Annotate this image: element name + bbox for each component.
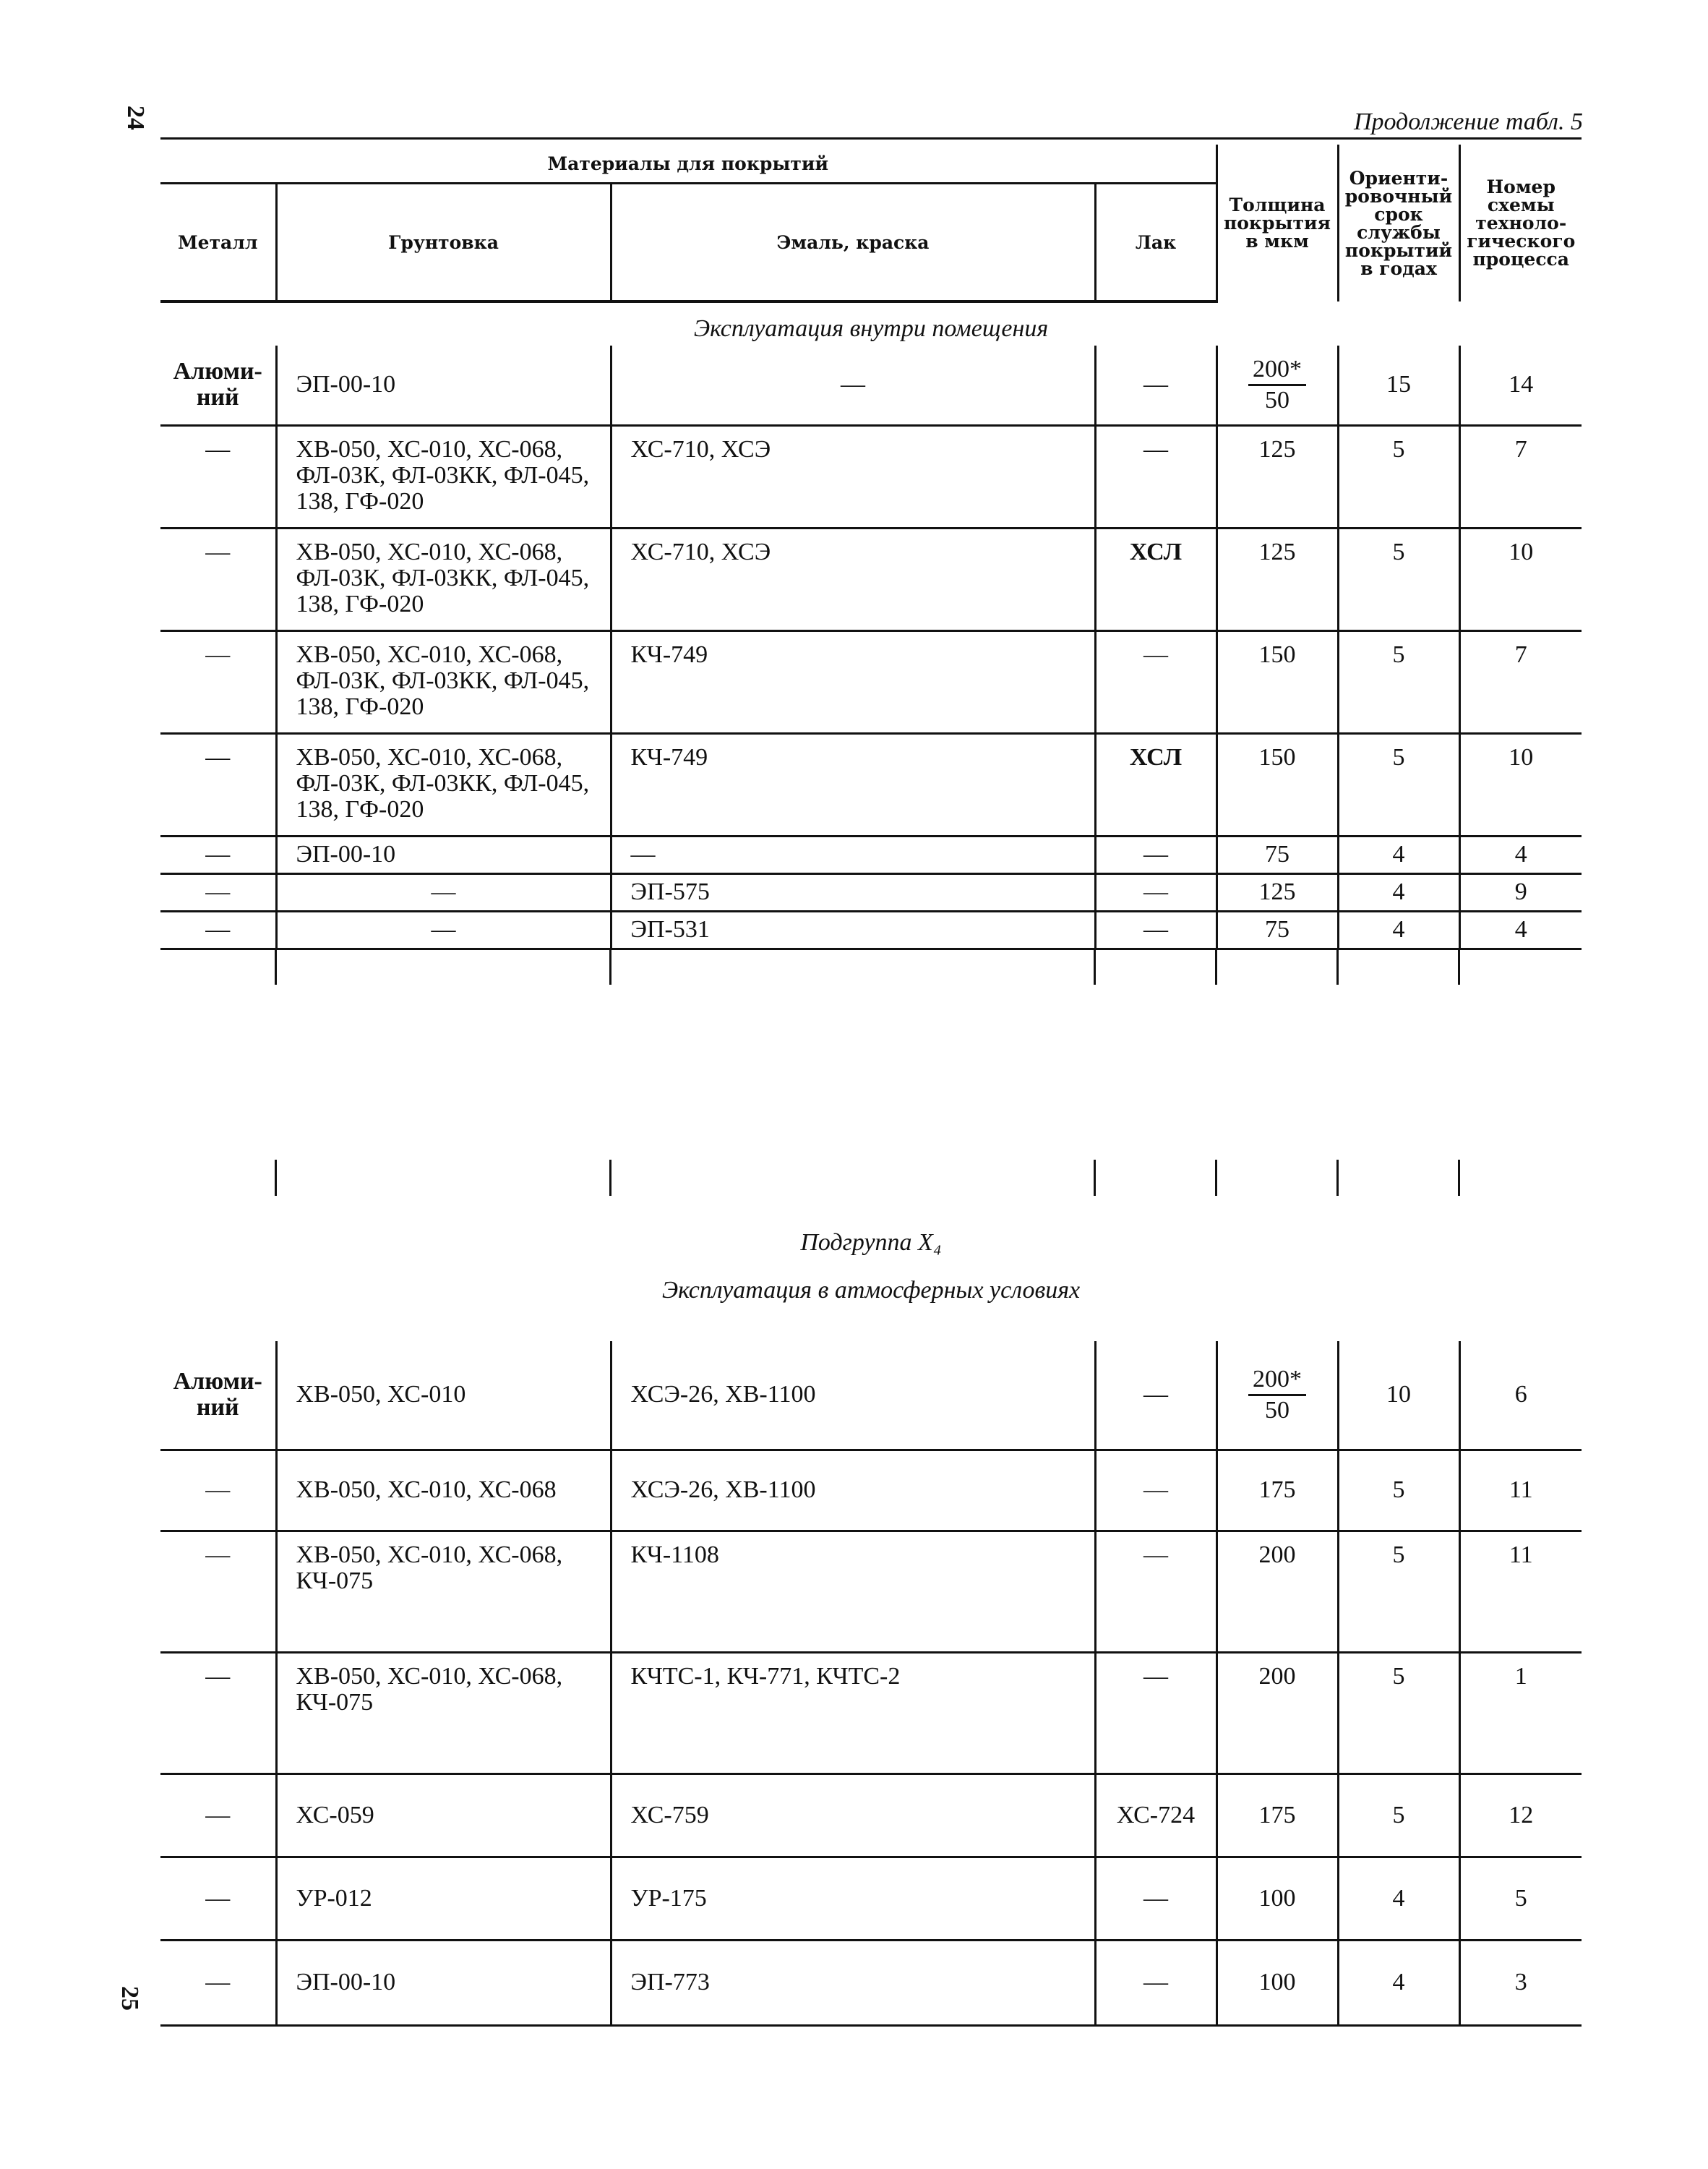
cell-varnish: — [1095,425,1216,528]
column-stubs-end [160,949,1582,985]
cell-varnish: — [1095,1857,1216,1940]
section-outdoor-title: Эксплуатация в атмосферных условиях [661,1277,1081,1304]
cell-life: 4 [1338,873,1459,911]
cell-scheme: 11 [1459,1450,1582,1531]
cell-enamel: ХС-710, ХСЭ [611,425,1095,528]
cell-enamel: — [611,346,1095,425]
outdoor-table [160,1341,1582,2027]
thickness-fraction [1248,1365,1306,1425]
table-row [160,733,1582,836]
cell-thickness [1216,1341,1338,1450]
cell-metal: — [160,873,276,911]
cell-thickness: 100 [1216,1940,1338,2025]
cell-primer: — [276,873,611,911]
cell-metal: — [160,528,276,630]
cell-primer: ХВ-050, ХС-010, ХС-068, КЧ-075 [276,1652,611,1774]
cell-life: 10 [1338,1341,1459,1450]
cell-life: 5 [1338,425,1459,528]
cell-primer: ХВ-050, ХС-010, ХС-068, ФЛ-03К, ФЛ-03КК, ФЛ-045, 138, ГФ-020 [276,733,611,836]
cell-life: 15 [1338,346,1459,425]
page-number-bottom: 25 [116,1986,143,2011]
header-primer: Грунтовка [276,184,611,302]
table-row [160,1940,1582,2025]
cell-varnish: ХСЛ [1095,528,1216,630]
cell-life: 5 [1338,1531,1459,1652]
cell-metal: — [160,630,276,733]
cell-primer: ЭП-00-10 [276,836,611,873]
cell-varnish: — [1095,346,1216,425]
table-row [160,1857,1582,1940]
cell-scheme: 4 [1459,911,1582,949]
cell-scheme: 10 [1459,733,1582,836]
cell-metal: — [160,1774,276,1857]
table-row [160,911,1582,949]
cell-varnish: — [1095,630,1216,733]
cell-life: 5 [1338,1450,1459,1531]
table-row [160,1341,1582,1450]
cell-metal: Алюми-ний [160,346,276,425]
column-stubs-start [160,1160,1582,1196]
table-row [160,1531,1582,1652]
cell-primer: ЭП-00-10 [276,346,611,425]
cell-thickness [1216,346,1338,425]
cell-life: 5 [1338,1774,1459,1857]
table-row [160,1774,1582,1857]
cell-metal: — [160,425,276,528]
cell-scheme: 7 [1459,425,1582,528]
cell-thickness: 100 [1216,1857,1338,1940]
cell-thickness: 125 [1216,425,1338,528]
cell-life: 5 [1338,1652,1459,1774]
cell-primer: ХВ-050, ХС-010, ХС-068, ФЛ-03К, ФЛ-03КК, ФЛ-045, 138, ГФ-020 [276,425,611,528]
continuation-label: Продолжение табл. 5 [1353,108,1583,135]
header-service-life: Ориенти-ровочный срок службы покрытий в годах [1338,145,1459,301]
header-scheme: Номер схемы техноло-гического процесса [1459,145,1582,301]
cell-varnish: ХС-724 [1095,1774,1216,1857]
cell-thickness: 125 [1216,528,1338,630]
cell-metal: — [160,836,276,873]
cell-metal: — [160,1652,276,1774]
cell-enamel: ХС-759 [611,1774,1095,1857]
header-metal: Металл [160,184,276,302]
cell-scheme: 11 [1459,1531,1582,1652]
cell-metal: — [160,1450,276,1531]
fraction-denominator: 50 [1265,1396,1289,1424]
thickness-fraction [1248,355,1306,415]
table-row [160,1450,1582,1531]
cell-primer: ХС-059 [276,1774,611,1857]
table-row [160,630,1582,733]
cell-varnish: — [1095,1940,1216,2025]
cell-varnish: — [1095,1450,1216,1531]
cell-enamel: — [611,836,1095,873]
cell-thickness: 200 [1216,1652,1338,1774]
cell-primer: ХВ-050, ХС-010 [276,1341,611,1450]
header-enamel: Эмаль, краска [611,184,1095,302]
cell-scheme: 7 [1459,630,1582,733]
cell-varnish: — [1095,911,1216,949]
cell-enamel: ЭП-531 [611,911,1095,949]
cell-metal: — [160,1531,276,1652]
cell-life: 5 [1338,733,1459,836]
cell-varnish: — [1095,873,1216,911]
cell-primer: ЭП-00-10 [276,1940,611,2025]
fraction-denominator: 50 [1265,386,1289,414]
header-materials: Материалы для покрытий [160,145,1216,184]
table-row [160,346,1582,425]
cell-scheme: 10 [1459,528,1582,630]
top-rule [160,137,1582,140]
cell-primer: УР-012 [276,1857,611,1940]
cell-enamel: ЭП-773 [611,1940,1095,2025]
table-row [160,1652,1582,1774]
cell-varnish: — [1095,1652,1216,1774]
cell-thickness: 150 [1216,733,1338,836]
fraction-numerator: 200* [1248,355,1306,386]
cell-thickness: 200 [1216,1531,1338,1652]
table-row [160,528,1582,630]
page-number-top: 24 [122,106,149,130]
cell-varnish: — [1095,1531,1216,1652]
cell-life: 4 [1338,911,1459,949]
cell-life: 4 [1338,836,1459,873]
header-thickness: Толщина покрытия в мкм [1216,145,1338,301]
cell-enamel: УР-175 [611,1857,1095,1940]
cell-metal: — [160,1857,276,1940]
cell-scheme: 12 [1459,1774,1582,1857]
cell-metal: — [160,911,276,949]
cell-thickness: 175 [1216,1774,1338,1857]
fraction-numerator: 200* [1248,1365,1306,1396]
cell-primer: ХВ-050, ХС-010, ХС-068, КЧ-075 [276,1531,611,1652]
cell-scheme: 3 [1459,1940,1582,2025]
cell-metal: Алюми-ний [160,1341,276,1450]
cell-primer: ХВ-050, ХС-010, ХС-068, ФЛ-03К, ФЛ-03КК, ФЛ-045, 138, ГФ-020 [276,528,611,630]
cell-life: 5 [1338,630,1459,733]
cell-scheme: 4 [1459,836,1582,873]
cell-scheme: 5 [1459,1857,1582,1940]
cell-enamel: ХСЭ-26, ХВ-1100 [611,1450,1095,1531]
cell-enamel: ЭП-575 [611,873,1095,911]
cell-enamel: ХСЭ-26, ХВ-1100 [611,1341,1095,1450]
cell-thickness: 150 [1216,630,1338,733]
section-indoor-title: Эксплуатация внутри помещения [693,315,1049,342]
table-row [160,873,1582,911]
table-row [160,425,1582,528]
cell-enamel: КЧ-1108 [611,1531,1095,1652]
cell-scheme: 9 [1459,873,1582,911]
cell-thickness: 175 [1216,1450,1338,1531]
cell-life: 4 [1338,1940,1459,2025]
indoor-table [160,346,1582,950]
cell-enamel: КЧТС-1, КЧ-771, КЧТС-2 [611,1652,1095,1774]
table-header [160,145,1582,303]
cell-scheme: 6 [1459,1341,1582,1450]
cell-primer: ХВ-050, ХС-010, ХС-068, ФЛ-03К, ФЛ-03КК, ФЛ-045, 138, ГФ-020 [276,630,611,733]
cell-primer: ХВ-050, ХС-010, ХС-068 [276,1450,611,1531]
cell-varnish: — [1095,1341,1216,1450]
cell-thickness: 125 [1216,873,1338,911]
table-row [160,836,1582,873]
cell-primer: — [276,911,611,949]
cell-enamel: КЧ-749 [611,630,1095,733]
cell-enamel: ХС-710, ХСЭ [611,528,1095,630]
cell-life: 5 [1338,528,1459,630]
cell-varnish: ХСЛ [1095,733,1216,836]
cell-metal: — [160,733,276,836]
cell-enamel: КЧ-749 [611,733,1095,836]
cell-thickness: 75 [1216,836,1338,873]
cell-scheme: 1 [1459,1652,1582,1774]
header-varnish: Лак [1095,184,1216,302]
cell-life: 4 [1338,1857,1459,1940]
cell-thickness: 75 [1216,911,1338,949]
cell-scheme: 14 [1459,346,1582,425]
cell-varnish: — [1095,836,1216,873]
subgroup-title: Подгруппа Х₄ [800,1229,942,1256]
cell-metal: — [160,1940,276,2025]
